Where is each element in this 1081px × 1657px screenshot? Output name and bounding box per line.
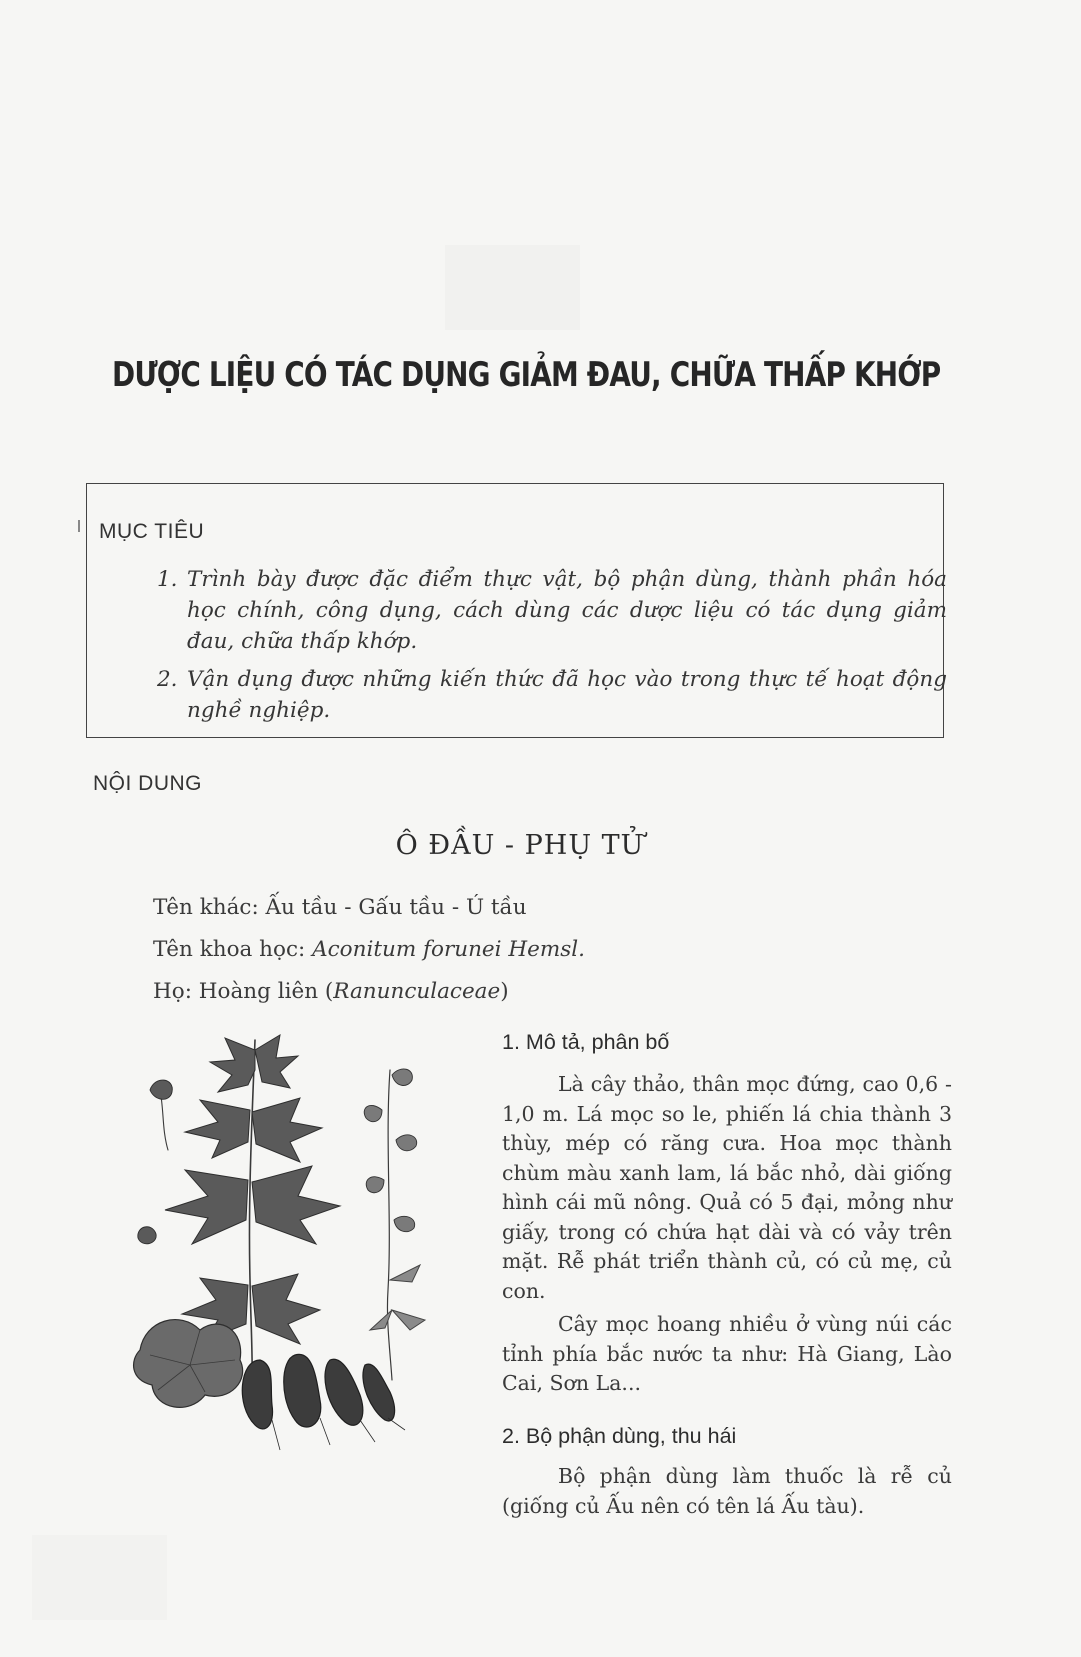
content-heading: NỘI DUNG <box>93 772 202 795</box>
objectives-heading: MỤC TIÊU <box>99 520 205 543</box>
other-names-label: Tên khác: <box>153 895 266 920</box>
objective-text: Vận dụng được những kiến thức đã học vào trong thực tế hoạt động nghề nghiệp. <box>187 667 947 723</box>
objectives-list <box>157 564 947 733</box>
objective-text: Trình bày được đặc điểm thực vật, bộ phận dùng, thành phần hóa học chính, công dụng, cách dùng các dược liệu có tác dụng giảm đau, chữa thấp khớp. <box>187 567 947 654</box>
objective-number: 1. <box>157 567 178 592</box>
family-close: ) <box>500 979 509 1004</box>
section-1-paragraph-2: Cây mọc hoang nhiều ở vùng núi các tỉnh phía bắc nước ta như: Hà Giang, Lào Cai, Sơn La... <box>502 1312 952 1395</box>
family-latin: Ranunculaceae <box>333 979 501 1004</box>
scientific-name-line <box>153 937 585 962</box>
family-label: Họ: Hoàng liên ( <box>153 979 334 1004</box>
other-names-line <box>153 895 527 920</box>
scientific-name-value: Aconitum forunei Hemsl. <box>312 937 585 962</box>
objective-item <box>157 664 947 726</box>
objectives-box <box>86 483 947 738</box>
section-2-title: 2. Bộ phận dùng, thu hái <box>502 1424 737 1448</box>
plant-illustration <box>130 1030 470 1470</box>
scientific-name-label: Tên khoa học: <box>153 937 313 962</box>
margin-mark <box>78 520 80 532</box>
scan-smudge <box>32 1535 167 1620</box>
other-names-value: Ấu tầu - Gấu tầu - Ú tầu <box>265 895 527 920</box>
section-2-paragraph-1: Bộ phận dùng làm thuốc là rễ củ (giống củ Ấu nên có tên lá Ấu tàu). <box>502 1464 952 1518</box>
chapter-title: DƯỢC LIỆU CÓ TÁC DỤNG GIẢM ĐAU, CHỮA THẤP KHỚP <box>112 355 941 395</box>
family-line <box>153 979 509 1004</box>
objective-number: 2. <box>157 667 178 692</box>
scan-smudge <box>445 245 580 330</box>
section-1-title: 1. Mô tả, phân bố <box>502 1030 670 1054</box>
herb-title: Ô ĐẦU - PHỤ TỬ <box>395 830 645 861</box>
objective-item <box>157 564 947 657</box>
section-1-paragraph-1: Là cây thảo, thân mọc đứng, cao 0,6 - 1,0 m. Lá mọc so le, phiến lá chia thành 3 thùy, mép có răng cưa. Hoa mọc thành chùm màu xanh lam, lá bắc nhỏ, dài giống hình cái mũ nông. Quả có 5 đại, mỏng như giấy, trong có chứa hạt dài và có vảy trên mặt. Rễ phát triển thành củ, có củ mẹ, củ con. <box>502 1072 952 1303</box>
